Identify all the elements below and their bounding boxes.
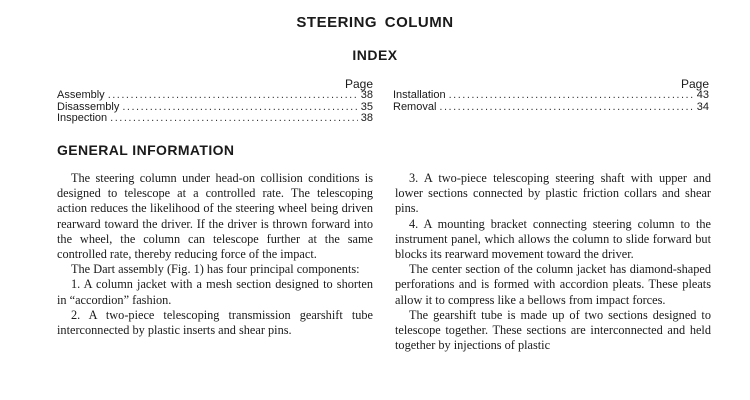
index-entry-label: Assembly bbox=[57, 89, 105, 101]
body-paragraph: The gearshift tube is made up of two sections designed to telescope together. These sections are interconnected and held together by injections of plastic bbox=[395, 307, 711, 353]
index-entry-page: 35 bbox=[360, 100, 373, 113]
body-paragraph: 1. A column jacket with a mesh section designed to shorten in “accordion” fashion. bbox=[57, 277, 373, 307]
index-entry-label: Disassembly bbox=[57, 100, 120, 113]
index-entry-label: Removal bbox=[393, 100, 437, 113]
index-entry-page: 38 bbox=[360, 112, 373, 124]
body-column-left bbox=[57, 171, 373, 338]
index-entry-page: 43 bbox=[696, 89, 709, 101]
index-entry-inspection[interactable] bbox=[57, 113, 373, 125]
index-entry-label: Inspection bbox=[57, 112, 108, 124]
index-entry-assembly[interactable] bbox=[57, 90, 373, 102]
index-entry-label: Installation bbox=[393, 89, 446, 101]
dot-leader bbox=[449, 90, 694, 102]
index-column-right bbox=[393, 78, 709, 113]
page-title: STEERING COLUMN bbox=[296, 14, 454, 31]
index-entry-page: 38 bbox=[360, 89, 373, 101]
body-column-right bbox=[395, 171, 711, 353]
body-paragraph: 3. A two-piece telescoping steering shaft with upper and lower sections connected by plastic friction collars and shear pins. bbox=[395, 171, 711, 216]
page-column-label: Page bbox=[344, 77, 373, 91]
section-heading: GENERAL INFORMATION bbox=[57, 142, 235, 158]
body-paragraph: The center section of the column jacket has diamond-shaped perforations and is formed with accordion pleats. These pleats allow it to compress like a bellows from impact forces. bbox=[395, 262, 711, 307]
index-column-left bbox=[57, 78, 373, 125]
body-paragraph: The steering column under head-on collision conditions is designed to telescope at a controlled rate. The telescoping action reduces the likelihood of the steering wheel being driven rearward toward the driver. If the driver is thrown forward into the wheel, the column can telescope further at the same controlled rate, thereby reducing force of the impact. bbox=[57, 171, 373, 262]
dot-leader bbox=[108, 90, 358, 102]
index-entry-page: 34 bbox=[696, 100, 709, 113]
body-paragraph: 4. A mounting bracket connecting steering column to the instrument panel, which allows the column to slide forward but blocks its rearward movement toward the driver. bbox=[395, 216, 711, 262]
body-paragraph: The Dart assembly (Fig. 1) has four principal components: bbox=[71, 262, 360, 277]
body-paragraph: 2. A two-piece telescoping transmission gearshift tube interconnected by plastic inserts and shear pins. bbox=[57, 307, 373, 338]
dot-leader bbox=[439, 102, 693, 114]
dot-leader bbox=[122, 102, 357, 114]
page-column-label: Page bbox=[680, 77, 709, 91]
index-entry-installation[interactable] bbox=[393, 90, 709, 102]
index-heading: INDEX bbox=[352, 47, 398, 63]
index-entry-removal[interactable] bbox=[393, 102, 709, 114]
dot-leader bbox=[110, 113, 358, 125]
